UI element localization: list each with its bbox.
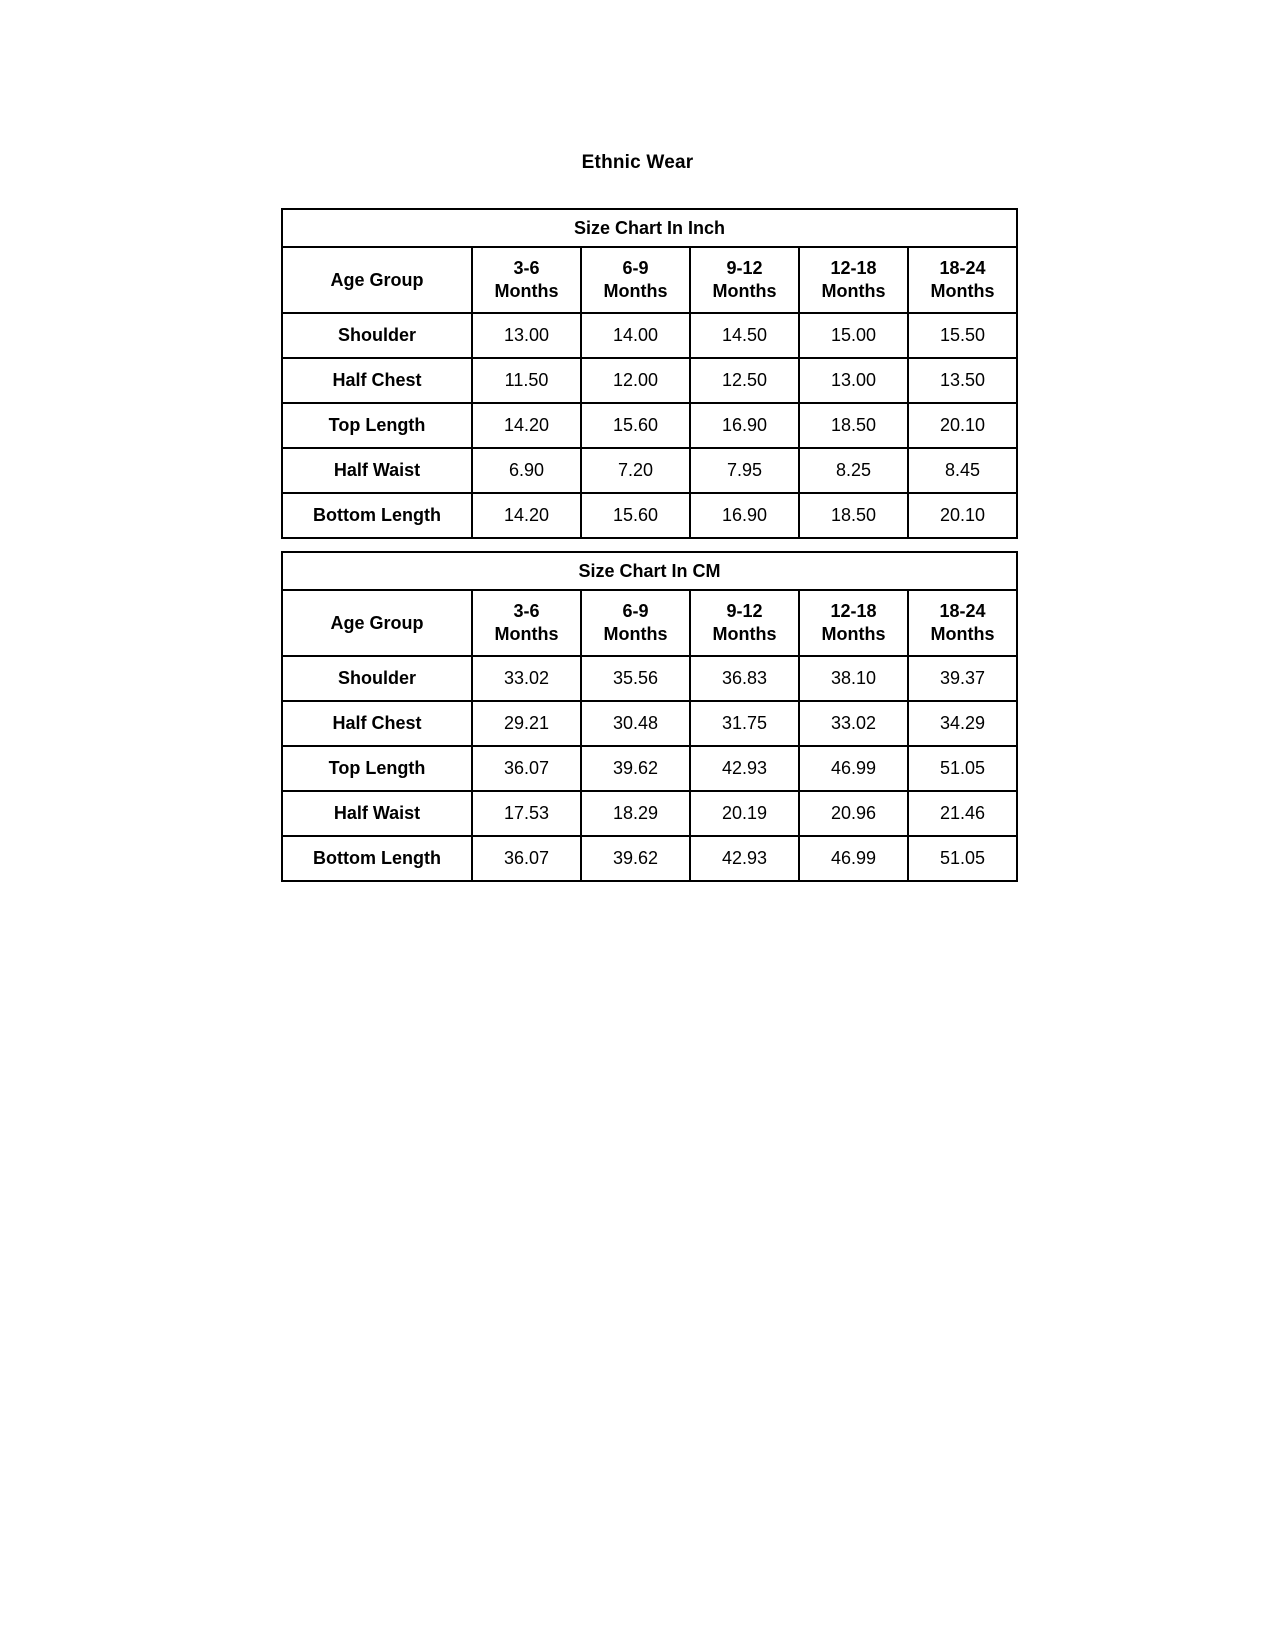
table-cell: 39.62: [581, 746, 690, 791]
table-cell: 20.19: [690, 791, 799, 836]
table-cell: 17.53: [472, 791, 581, 836]
header-age-6-9: [581, 590, 690, 656]
size-chart-inch-block: [281, 208, 1018, 539]
table-cell: 14.50: [690, 313, 799, 358]
header-age-18-24: [908, 247, 1017, 313]
age-unit: Months: [603, 281, 668, 301]
row-label: Shoulder: [282, 656, 472, 701]
age-unit: Months: [930, 281, 995, 301]
age-range: 18-24: [939, 257, 986, 278]
row-label: Top Length: [282, 403, 472, 448]
table-row: [282, 656, 1017, 701]
row-label: Bottom Length: [282, 836, 472, 881]
row-label: Half Waist: [282, 791, 472, 836]
table-cell: 20.96: [799, 791, 908, 836]
header-age-9-12: [690, 590, 799, 656]
row-label: Top Length: [282, 746, 472, 791]
table-cell: 51.05: [908, 836, 1017, 881]
table-row: [282, 448, 1017, 493]
header-age-3-6: [472, 590, 581, 656]
age-unit: Months: [821, 624, 886, 644]
age-unit: Months: [494, 281, 559, 301]
table-cell: 42.93: [690, 836, 799, 881]
table-cell: 34.29: [908, 701, 1017, 746]
table-cell: 18.50: [799, 493, 908, 538]
age-range: 12-18: [830, 600, 877, 621]
table-cell: 11.50: [472, 358, 581, 403]
size-chart-cm-table: [281, 551, 1018, 882]
age-range: 3-6: [513, 600, 540, 621]
table-cell: 39.37: [908, 656, 1017, 701]
age-unit: Months: [821, 281, 886, 301]
table-cell: 16.90: [690, 493, 799, 538]
table-cell: 14.20: [472, 403, 581, 448]
table-cell: 13.50: [908, 358, 1017, 403]
table-cell: 14.20: [472, 493, 581, 538]
header-age-18-24: [908, 590, 1017, 656]
table-row: [282, 701, 1017, 746]
header-age-12-18: [799, 247, 908, 313]
table-cell: 39.62: [581, 836, 690, 881]
table-cell: 20.10: [908, 493, 1017, 538]
table-cell: 6.90: [472, 448, 581, 493]
row-label: Half Waist: [282, 448, 472, 493]
age-range: 18-24: [939, 600, 986, 621]
table-row: [282, 358, 1017, 403]
age-unit: Months: [712, 281, 777, 301]
header-age-group: Age Group: [282, 247, 472, 313]
table-row: [282, 403, 1017, 448]
header-age-12-18: [799, 590, 908, 656]
table-cell: 7.20: [581, 448, 690, 493]
table-row: [282, 746, 1017, 791]
size-chart-cm-block: [281, 551, 1018, 882]
table-cell: 30.48: [581, 701, 690, 746]
table-cell: 12.50: [690, 358, 799, 403]
table-cell: 13.00: [799, 358, 908, 403]
table-cell: 15.60: [581, 403, 690, 448]
table-cell: 29.21: [472, 701, 581, 746]
table-cell: 7.95: [690, 448, 799, 493]
row-label: Bottom Length: [282, 493, 472, 538]
header-age-6-9: [581, 247, 690, 313]
size-chart-inch-table: [281, 208, 1018, 539]
age-range: 9-12: [726, 600, 763, 621]
row-label: Shoulder: [282, 313, 472, 358]
table-cell: 8.25: [799, 448, 908, 493]
table-cell: 36.07: [472, 746, 581, 791]
table-cell: 46.99: [799, 746, 908, 791]
table-cell: 13.00: [472, 313, 581, 358]
table-row: [282, 493, 1017, 538]
chart-caption: Size Chart In Inch: [282, 209, 1017, 247]
header-age-9-12: [690, 247, 799, 313]
table-cell: 15.60: [581, 493, 690, 538]
table-header-row: [282, 590, 1017, 656]
table-cell: 15.00: [799, 313, 908, 358]
age-range: 6-9: [622, 257, 649, 278]
age-unit: Months: [930, 624, 995, 644]
page-title: Ethnic Wear: [581, 152, 694, 173]
age-unit: Months: [603, 624, 668, 644]
table-header-row: [282, 247, 1017, 313]
table-cell: 8.45: [908, 448, 1017, 493]
table-cell: 33.02: [799, 701, 908, 746]
table-row: [282, 313, 1017, 358]
table-cell: 31.75: [690, 701, 799, 746]
table-cell: 35.56: [581, 656, 690, 701]
age-unit: Months: [712, 624, 777, 644]
table-row: [282, 791, 1017, 836]
table-cell: 42.93: [690, 746, 799, 791]
table-cell: 16.90: [690, 403, 799, 448]
table-row: [282, 836, 1017, 881]
header-age-group: Age Group: [282, 590, 472, 656]
row-label: Half Chest: [282, 701, 472, 746]
table-caption-row: [282, 209, 1017, 247]
table-cell: 36.07: [472, 836, 581, 881]
age-range: 9-12: [726, 257, 763, 278]
table-cell: 46.99: [799, 836, 908, 881]
age-range: 6-9: [622, 600, 649, 621]
row-label: Half Chest: [282, 358, 472, 403]
age-unit: Months: [494, 624, 559, 644]
age-range: 12-18: [830, 257, 877, 278]
table-cell: 12.00: [581, 358, 690, 403]
table-cell: 38.10: [799, 656, 908, 701]
table-cell: 36.83: [690, 656, 799, 701]
table-cell: 15.50: [908, 313, 1017, 358]
table-cell: 33.02: [472, 656, 581, 701]
table-cell: 18.50: [799, 403, 908, 448]
age-range: 3-6: [513, 257, 540, 278]
chart-caption: Size Chart In CM: [282, 552, 1017, 590]
table-caption-row: [282, 552, 1017, 590]
table-cell: 51.05: [908, 746, 1017, 791]
header-age-3-6: [472, 247, 581, 313]
table-cell: 14.00: [581, 313, 690, 358]
table-cell: 21.46: [908, 791, 1017, 836]
table-cell: 18.29: [581, 791, 690, 836]
table-cell: 20.10: [908, 403, 1017, 448]
